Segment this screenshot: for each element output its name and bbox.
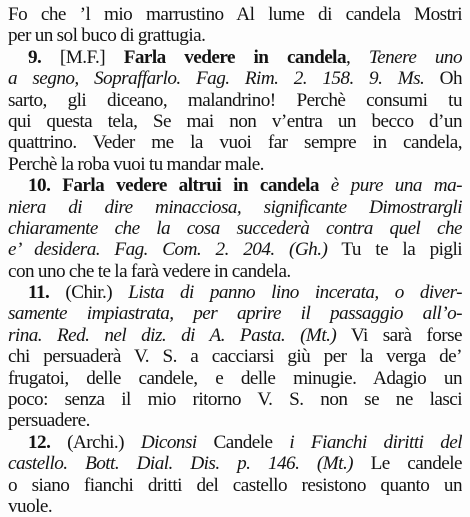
- text-line: o siano fianchi dritti del castello resistono quanto un: [8, 474, 462, 496]
- text-line: vuole.: [8, 495, 53, 517]
- entry-headword: Farla vedere altrui in candela: [62, 175, 319, 197]
- text-line: quattrino. Veder me la vuoi far sempre in candela,: [8, 132, 462, 154]
- text-line: chiaramente che la cosa succederà contra quel che: [8, 217, 462, 239]
- text-line: per un sol buco di grattugia.: [8, 25, 206, 47]
- entry-number: 9.: [28, 46, 60, 68]
- entry-12: [8, 432, 462, 517]
- text-line: poco: senza il mio ritorno V. S. non se ne lasci: [8, 389, 462, 411]
- entry-number: 10.: [28, 175, 63, 197]
- entry-11: [8, 282, 462, 432]
- text-line: castello. Bott. Dial. Dis. p. 146. (Mt.) Le candele: [8, 453, 462, 475]
- text-line: con uno che te la farà vedere in candela.: [8, 260, 291, 282]
- entry-number: 12.: [28, 431, 68, 453]
- entry-continuation: [8, 4, 462, 47]
- text-line: rina. Red. nel diz. di A. Pasta. (Mt.) Vi sarà forse: [8, 324, 462, 346]
- entry-heading-line: 12. (Archi.) Diconsi Candele i Fianchi diritti del: [28, 431, 462, 453]
- text-line: qui questa tela, Se mai non v’entra un becco d’un: [8, 110, 462, 132]
- text-line: Fo che ’l mio marrustino Al lume di candela Mostri: [8, 4, 462, 25]
- text-line: frugatoi, delle candele, e delle minugie. Adagio un: [8, 367, 462, 389]
- text-line: persuadere.: [8, 410, 90, 432]
- text-line: a segno, Sopraffarlo. Fag. Rim. 2. 158. 9. Ms. Oh: [8, 68, 462, 90]
- entry-headword: Farla vedere in candela: [123, 46, 346, 68]
- entry-10: [8, 175, 462, 282]
- text-line: Perchè la roba vuoi tu mandar male.: [8, 153, 264, 175]
- text-line: e’ desidera. Fag. Com. 2. 204. (Gh.) Tu te la pigli: [8, 239, 462, 261]
- entry-heading-line: 9. [M.F.] Farla vedere in candela, Tenere uno: [28, 46, 462, 68]
- entry-number: 11.: [28, 282, 66, 304]
- text-line: samente impiastrata, per aprire il passaggio all’o-: [8, 303, 462, 325]
- entry-heading-line: 11. (Chir.) Lista di panno lino incerata, o diver-: [28, 282, 462, 304]
- entry-9: [8, 47, 462, 175]
- text-line: sarto, gli diceano, malandrino! Perchè consumi tu: [8, 89, 462, 111]
- entry-heading-line: 10. Farla vedere altrui in candela è pure una ma-: [28, 175, 462, 197]
- text-line: chi persuaderà V. S. a cacciarsi giù per la verga de’: [8, 346, 462, 368]
- text-line: niera di dire minacciosa, significante Dimostrargli: [8, 196, 462, 218]
